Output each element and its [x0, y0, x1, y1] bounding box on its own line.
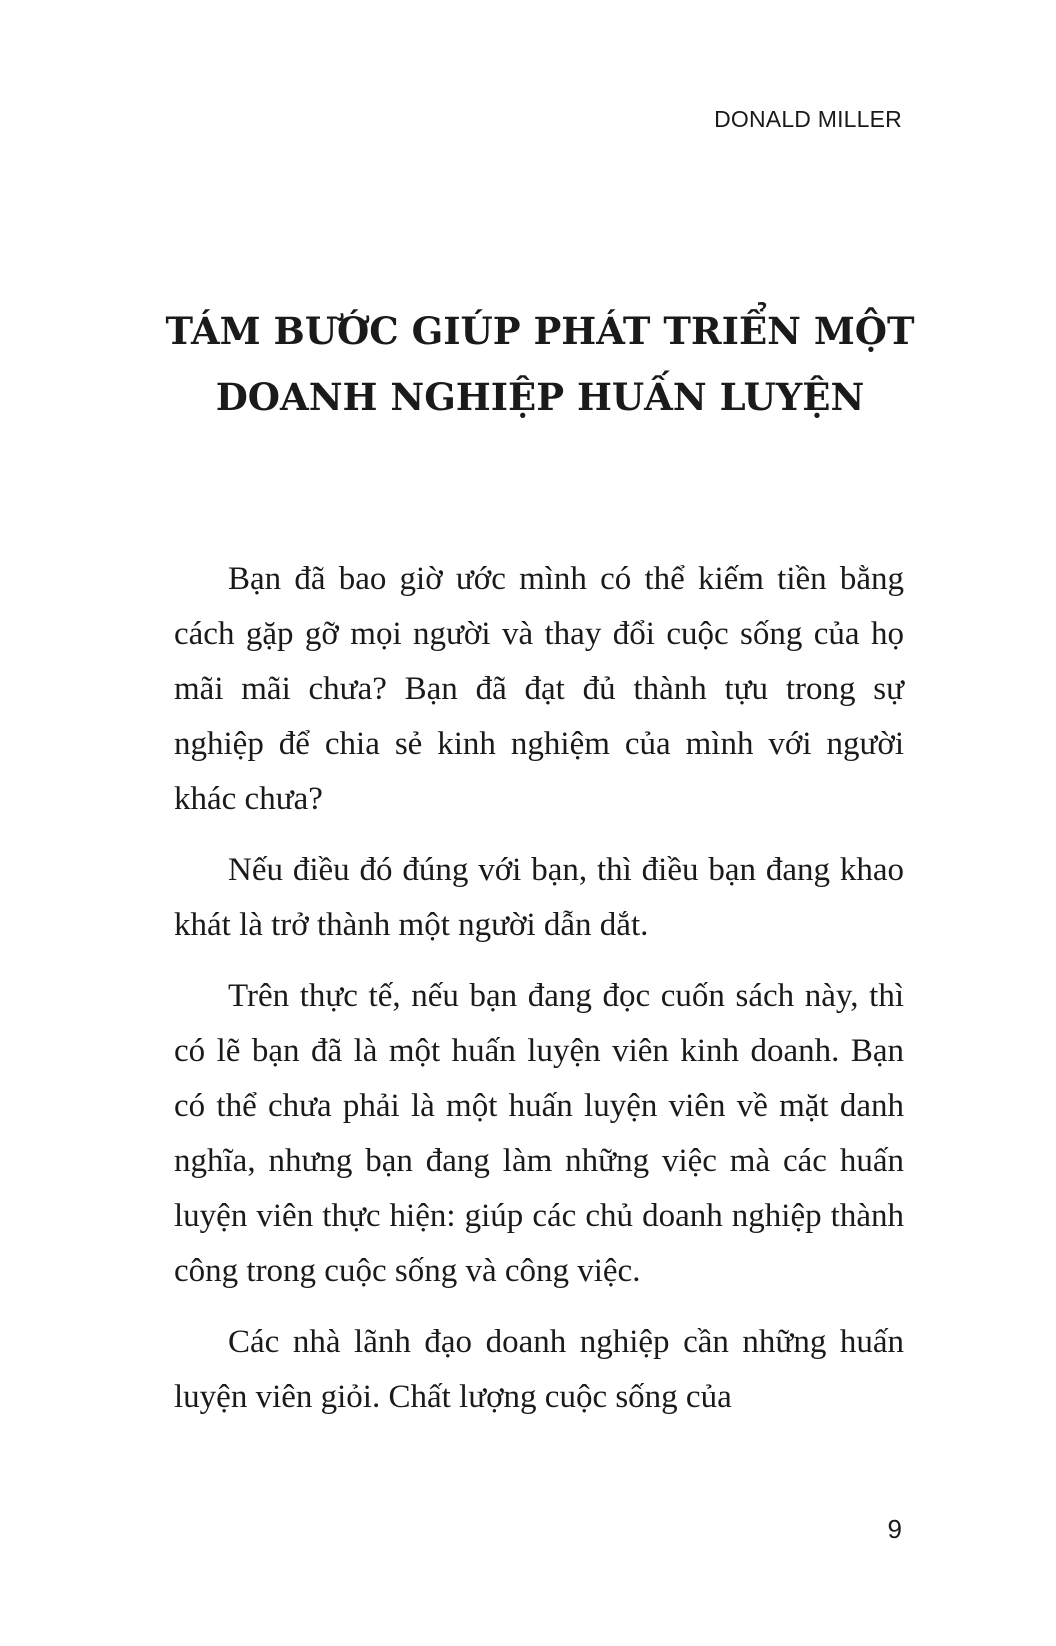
paragraph: Bạn đã bao giờ ước mình có thể kiếm tiền bằng cách gặp gỡ mọi người và thay đổi cuộc sống của họ mãi mãi chưa? Bạn đã đạt đủ thành tựu trong sự nghiệp để chia sẻ kinh nghiệm của mình với người khác chưa? — [174, 561, 904, 817]
chapter-title — [160, 298, 920, 430]
chapter-title-line-2: DOANH NGHIỆP HUẤN LUYỆN — [215, 375, 865, 419]
chapter-title-line-1: TÁM BƯỚC GIÚP PHÁT TRIỂN MỘT — [165, 309, 915, 353]
running-header-author: DONALD MILLER — [714, 106, 902, 132]
paragraph: Nếu điều đó đúng với bạn, thì điều bạn đang khao khát là trở thành một người dẫn dắt. — [174, 852, 904, 943]
page-number: 9 — [887, 1514, 902, 1544]
paragraph: Trên thực tế, nếu bạn đang đọc cuốn sách này, thì có lẽ bạn đã là một huấn luyện viên kinh doanh. Bạn có thể chưa phải là một huấn luyện viên về mặt danh nghĩa, nhưng bạn đang làm những việc mà các huấn luyện viên thực hiện: giúp các chủ doanh nghiệp thành công trong cuộc sống và công việc. — [174, 978, 904, 1289]
body-text — [174, 552, 904, 1441]
paragraph: Các nhà lãnh đạo doanh nghiệp cần những huấn luyện viên giỏi. Chất lượng cuộc sống của — [174, 1324, 904, 1415]
